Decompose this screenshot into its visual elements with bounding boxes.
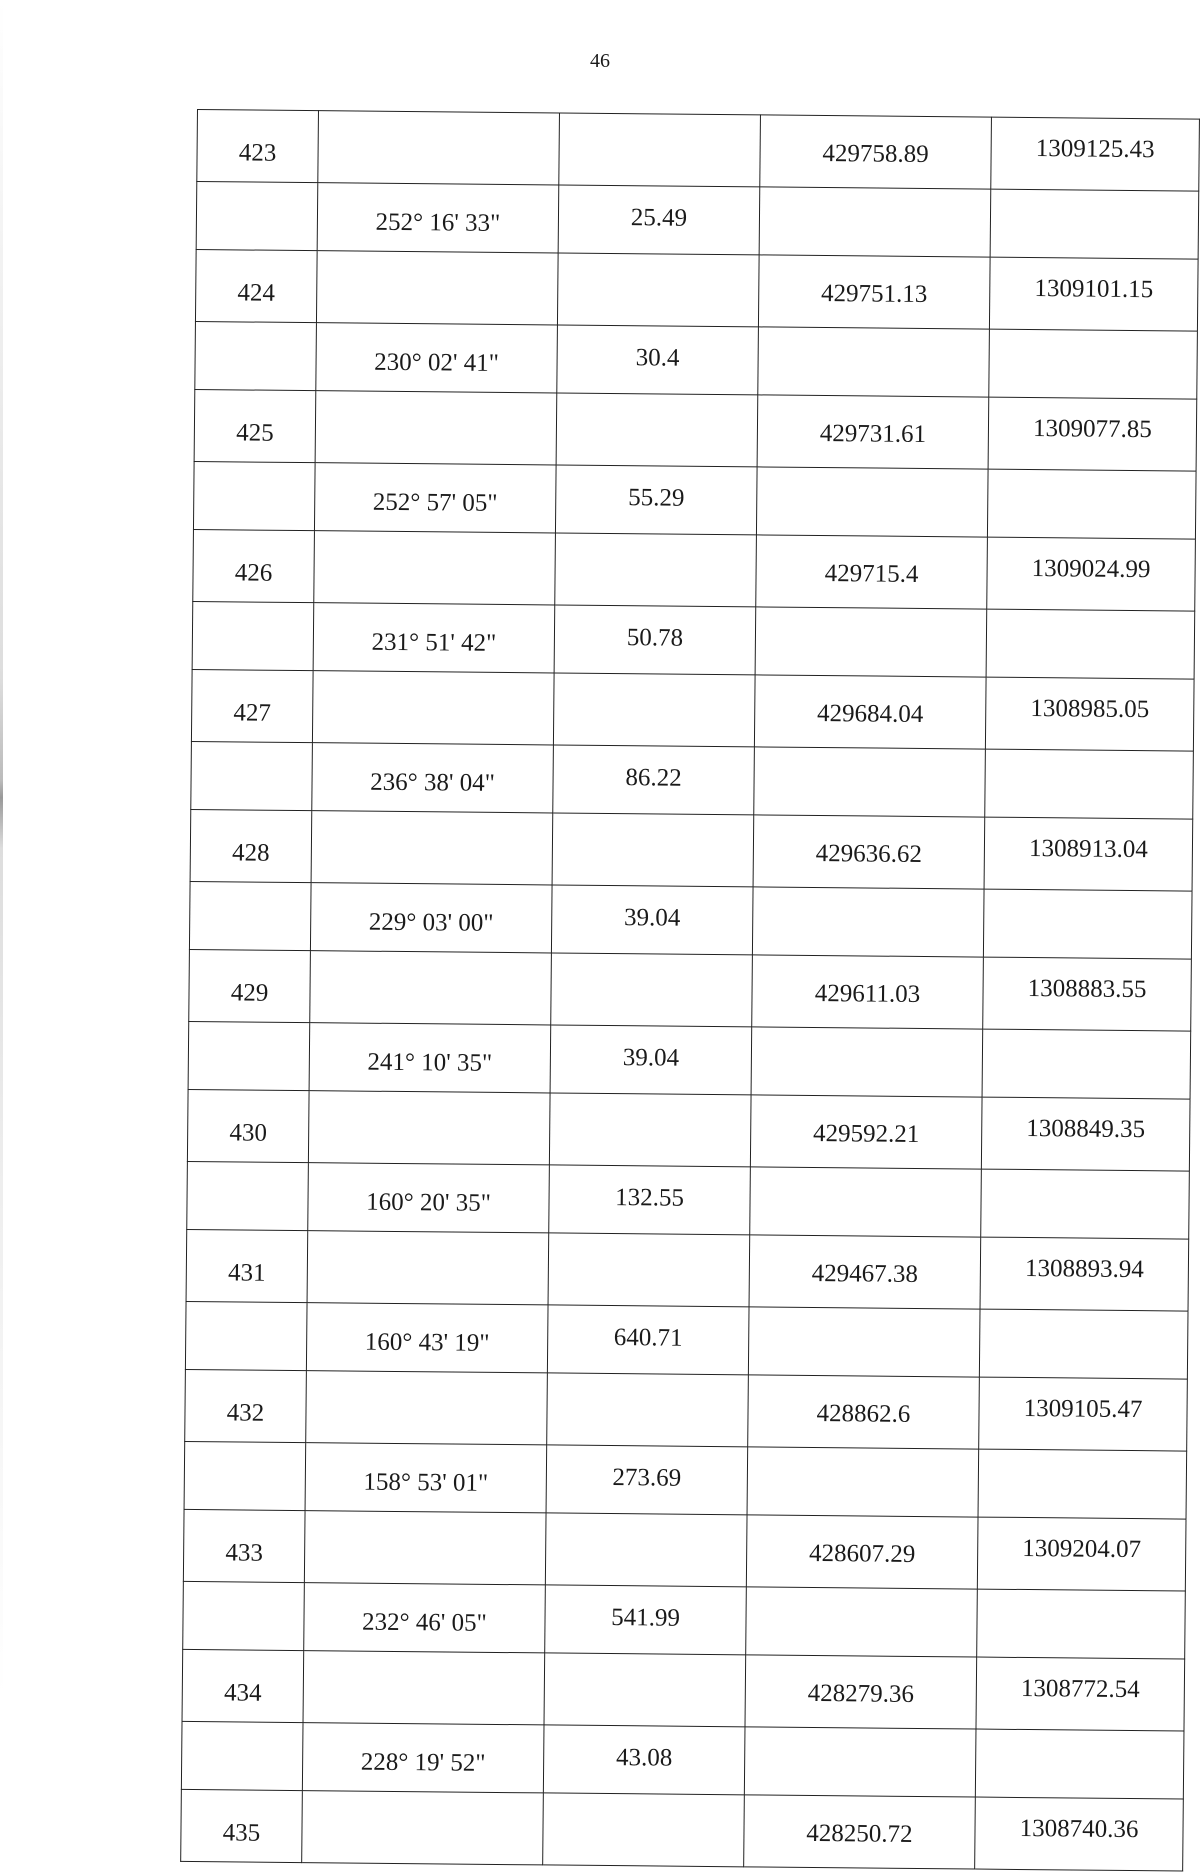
bearing-cell [311,811,553,885]
station-cell [188,1021,310,1090]
station-cell: 428 [190,809,312,882]
table-row-leg [196,182,1199,260]
bearing-cell [315,391,557,465]
easting-cell: 1308849.35 [981,1097,1190,1171]
distance-cell [552,813,754,887]
northing-cell [754,747,986,817]
distance-cell: 39.04 [551,885,753,955]
distance-cell: 640.71 [547,1305,749,1375]
station-cell: 423 [197,110,319,183]
bearing-cell: 232° 46' 05" [304,1583,546,1653]
easting-cell: 1309105.47 [979,1377,1188,1451]
northing-cell: 429731.61 [757,395,989,469]
easting-cell [987,469,1196,539]
bearing-cell [304,1511,546,1585]
distance-cell: 86.22 [553,745,755,815]
northing-cell [750,1167,982,1237]
table-row-leg [185,1301,1188,1379]
station-cell [187,1161,309,1230]
northing-cell: 428250.72 [744,1795,976,1869]
bearing-cell: 236° 38' 04" [312,743,554,813]
distance-cell [547,1373,749,1447]
easting-cell: 1308772.54 [976,1657,1185,1731]
northing-cell: 428862.6 [748,1375,980,1449]
bearing-cell [306,1371,548,1445]
bearing-cell [314,531,556,605]
survey-coordinates-table [180,109,1200,1872]
table-row-leg [187,1161,1190,1239]
northing-cell: 429751.13 [758,255,990,329]
station-cell: 429 [189,949,311,1022]
northing-cell: 429715.4 [756,535,988,609]
bearing-cell: 230° 02' 41" [316,323,558,393]
table-row-leg [181,1721,1184,1799]
distance-cell: 273.69 [546,1445,748,1515]
table-row-point [194,389,1197,471]
station-cell: 430 [187,1089,309,1162]
northing-cell [751,1027,983,1097]
station-cell: 425 [194,389,316,462]
station-cell: 424 [195,249,317,322]
bearing-cell [308,1091,550,1165]
distance-cell: 132.55 [549,1165,751,1235]
page-number: 46 [590,50,610,72]
easting-cell [979,1309,1188,1379]
bearing-cell: 241° 10' 35" [309,1023,551,1093]
table-row-point [190,809,1193,891]
distance-cell [543,1793,745,1867]
distance-cell: 43.08 [543,1725,745,1795]
distance-cell [544,1653,746,1727]
distance-cell [559,113,761,187]
distance-cell [555,533,757,607]
easting-cell [977,1589,1186,1659]
northing-cell: 429467.38 [749,1235,981,1309]
easting-cell: 1308740.36 [975,1797,1184,1871]
easting-cell: 1309125.43 [991,117,1200,191]
northing-cell [755,607,987,677]
distance-cell: 541.99 [545,1585,747,1655]
scan-edge-artifact [0,0,3,1697]
easting-cell [978,1449,1187,1519]
northing-cell [744,1727,976,1797]
station-cell: 433 [183,1509,305,1582]
table-row-leg [188,1021,1191,1099]
distance-cell: 39.04 [550,1025,752,1095]
station-cell [183,1581,305,1650]
distance-cell [557,253,759,327]
easting-cell [986,609,1195,679]
easting-cell: 1309204.07 [977,1517,1186,1591]
table-row-point [187,1089,1190,1171]
table-row-point [183,1509,1186,1591]
northing-cell [759,187,991,257]
northing-cell [746,1587,978,1657]
distance-cell: 50.78 [554,605,756,675]
table-row-leg [189,881,1192,959]
table-row-leg [184,1441,1187,1519]
easting-cell [990,189,1199,259]
northing-cell: 429592.21 [750,1095,982,1169]
northing-cell [748,1307,980,1377]
station-cell [189,881,311,950]
table-row-leg [192,601,1195,679]
table-row-leg [195,321,1198,399]
northing-cell [747,1447,979,1517]
bearing-cell: 229° 03' 00" [310,883,552,953]
table-row-point [191,669,1194,751]
station-cell [184,1441,306,1510]
distance-cell [549,1093,751,1167]
station-cell [195,321,317,390]
northing-cell: 429636.62 [753,815,985,889]
bearing-cell: 231° 51' 42" [313,603,555,673]
table-row-leg [193,461,1196,539]
easting-cell [975,1729,1184,1799]
station-cell: 435 [181,1789,303,1862]
easting-cell: 1308985.05 [985,677,1194,751]
bearing-cell: 160° 43' 19" [306,1303,548,1373]
distance-cell [553,673,755,747]
northing-cell: 428607.29 [746,1515,978,1589]
table-row-point [186,1229,1189,1311]
table-row-point [197,110,1200,192]
table-row-point [195,249,1198,331]
northing-cell: 428279.36 [745,1655,977,1729]
distance-cell: 55.29 [555,465,757,535]
station-cell: 434 [182,1649,304,1722]
easting-cell [989,329,1198,399]
northing-cell: 429611.03 [752,955,984,1029]
distance-cell: 30.4 [557,325,759,395]
bearing-cell [307,1231,549,1305]
bearing-cell: 228° 19' 52" [302,1723,544,1793]
easting-cell [983,889,1192,959]
bearing-cell [318,111,560,185]
bearing-cell [310,951,552,1025]
northing-cell [756,467,988,537]
easting-cell: 1309077.85 [988,397,1197,471]
station-cell [181,1721,303,1790]
station-cell: 432 [185,1369,307,1442]
table-row-point [185,1369,1188,1451]
table-row-point [181,1789,1184,1871]
station-cell [196,182,318,251]
easting-cell [981,1169,1190,1239]
bearing-cell: 160° 20' 35" [308,1163,550,1233]
northing-cell: 429758.89 [760,115,992,189]
easting-cell: 1309024.99 [987,537,1196,611]
station-cell [191,741,313,810]
distance-cell: 25.49 [558,185,760,255]
distance-cell [548,1233,750,1307]
northing-cell [758,327,990,397]
bearing-cell [312,671,554,745]
easting-cell: 1308883.55 [983,957,1192,1031]
easting-cell: 1309101.15 [989,257,1198,331]
northing-cell: 429684.04 [754,675,986,749]
table-row-leg [183,1581,1186,1659]
station-cell [192,601,314,670]
distance-cell [545,1513,747,1587]
survey-table-body [181,110,1200,1872]
bearing-cell: 252° 57' 05" [314,463,556,533]
station-cell [193,461,315,530]
distance-cell [551,953,753,1027]
bearing-cell [303,1651,545,1725]
table-row-point [189,949,1192,1031]
bearing-cell [302,1791,544,1865]
table-row-leg [191,741,1194,819]
easting-cell [982,1029,1191,1099]
bearing-cell: 158° 53' 01" [305,1443,547,1513]
table-row-point [193,529,1196,611]
station-cell: 426 [193,529,315,602]
bearing-cell [316,251,558,325]
distance-cell [556,393,758,467]
bearing-cell: 252° 16' 33" [317,183,559,253]
station-cell: 427 [191,669,313,742]
northing-cell [752,887,984,957]
survey-table-container [180,109,1199,1872]
easting-cell: 1308913.04 [984,817,1193,891]
station-cell: 431 [186,1229,308,1302]
table-row-point [182,1649,1185,1731]
station-cell [185,1301,307,1370]
easting-cell [985,749,1194,819]
easting-cell: 1308893.94 [980,1237,1189,1311]
